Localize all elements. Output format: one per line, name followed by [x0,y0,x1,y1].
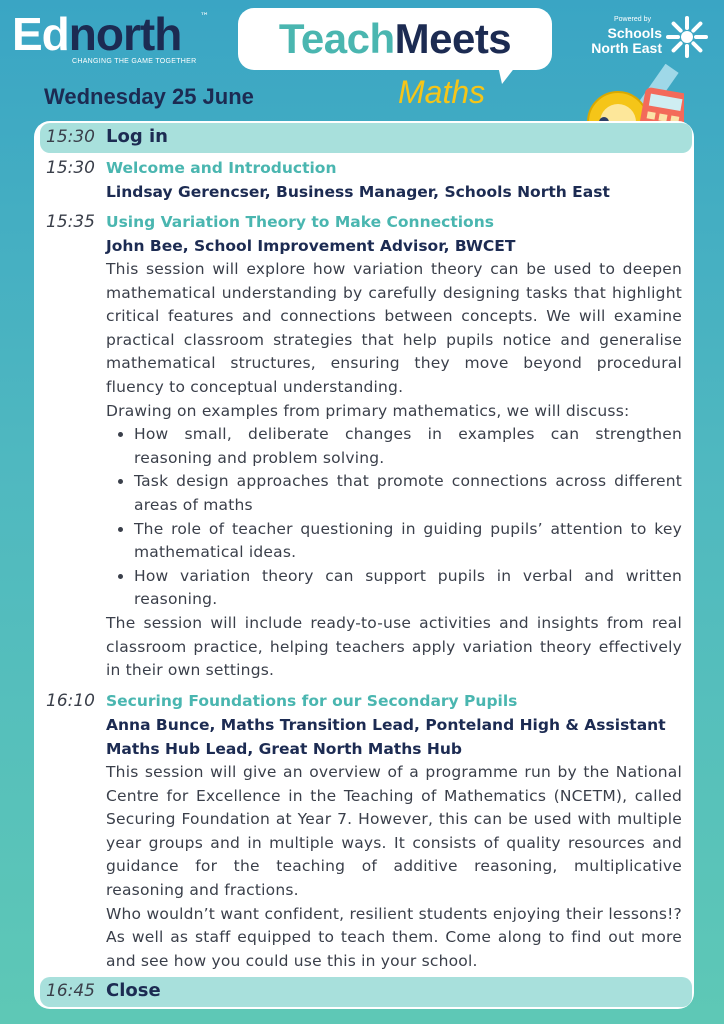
variation-paragraph-1: This session will explore how variation theory can be used to deepen mathematical understanding by carefully designing tasks that highlight critical features and connections between concepts. We will examine practical classroom strategies that help pupils notice and generalise mathematical structures, ensuring they move beyond procedural fluency to conceptual understanding. [106,260,682,396]
foundations-paragraph-2: Who wouldn’t want confident, resilient students enjoying their lessons!? As well as staff equipped to teach them. Come along to find out more and see how you could use this in your school. [106,904,682,970]
trademark-symbol: ™ [200,12,209,22]
variation-paragraph-2: Drawing on examples from primary mathematics, we will discuss: [106,401,630,420]
foundations-speaker: Anna Bunce, Maths Transition Lead, Ponteland High & Assistant Maths Hub Lead, Great North Maths Hub [106,716,666,758]
event-date: Wednesday 25 June [44,84,254,109]
welcome-title: Welcome and Introduction [106,159,337,177]
close-label: Close [106,980,161,1001]
snowflake-logo-icon [664,14,710,60]
variation-speaker: John Bee, School Improvement Advisor, BWCET [106,237,516,255]
title-meets: Meets [394,15,512,62]
logo-north-text: north [68,8,182,60]
foundations-session [106,689,682,973]
close-time: 16:45 [46,981,95,1001]
welcome-session [106,156,682,204]
partner-logo-text [578,26,662,56]
welcome-time: 15:30 [46,158,95,178]
foundations-time: 16:10 [46,691,95,711]
ednorth-logo [12,10,181,58]
logo-ed-text: Ed [12,8,69,60]
variation-title: Using Variation Theory to Make Connections [106,213,494,231]
welcome-speaker: Lindsay Gerencser, Business Manager, Schools North East [106,183,610,201]
list-item: • Task design approaches that promote connections across different areas of maths [134,470,682,517]
teachmeets-title-card [238,8,552,70]
list-item: • The role of teacher questioning in guiding pupils’ attention to key mathematical ideas. [134,518,682,565]
variation-session [106,210,682,683]
partner-line-1: Schools [607,25,662,41]
speech-bubble-tail [498,66,516,84]
list-item: • How variation theory can support pupils in verbal and written reasoning. [134,565,682,612]
logo-tagline: CHANGING THE GAME TOGETHER [72,58,197,65]
login-label: Log in [106,126,168,147]
partner-line-2: North East [591,40,662,56]
login-time: 15:30 [46,127,95,147]
title-teach: Teach [278,15,395,62]
protractor-icon [588,92,648,122]
variation-paragraph-3: The session will include ready-to-use activities and insights from real classroom practice, helping teachers apply variation theory effectively in their own settings. [106,613,682,680]
foundations-paragraph-1: This session will give an overview of a programme run by the National Centre for Excellence in the Teaching of Mathematics (NCETM), called Securing Foundation at Year 7. However, this can be used with multiple year groups and in multiple ways. It consists of quality resources and guidance for the teaching of additive reasoning, multiplicative reasoning and fractions. [106,763,682,899]
variation-time: 15:35 [46,212,95,232]
list-item: • How small, deliberate changes in examples can strengthen reasoning and problem solving. [134,423,682,470]
foundations-title: Securing Foundations for our Secondary Pupils [106,692,518,710]
event-title [238,14,552,64]
event-subtitle: Maths [398,74,486,110]
variation-bullet-list [106,423,682,612]
powered-by-label: Powered by [614,16,651,23]
